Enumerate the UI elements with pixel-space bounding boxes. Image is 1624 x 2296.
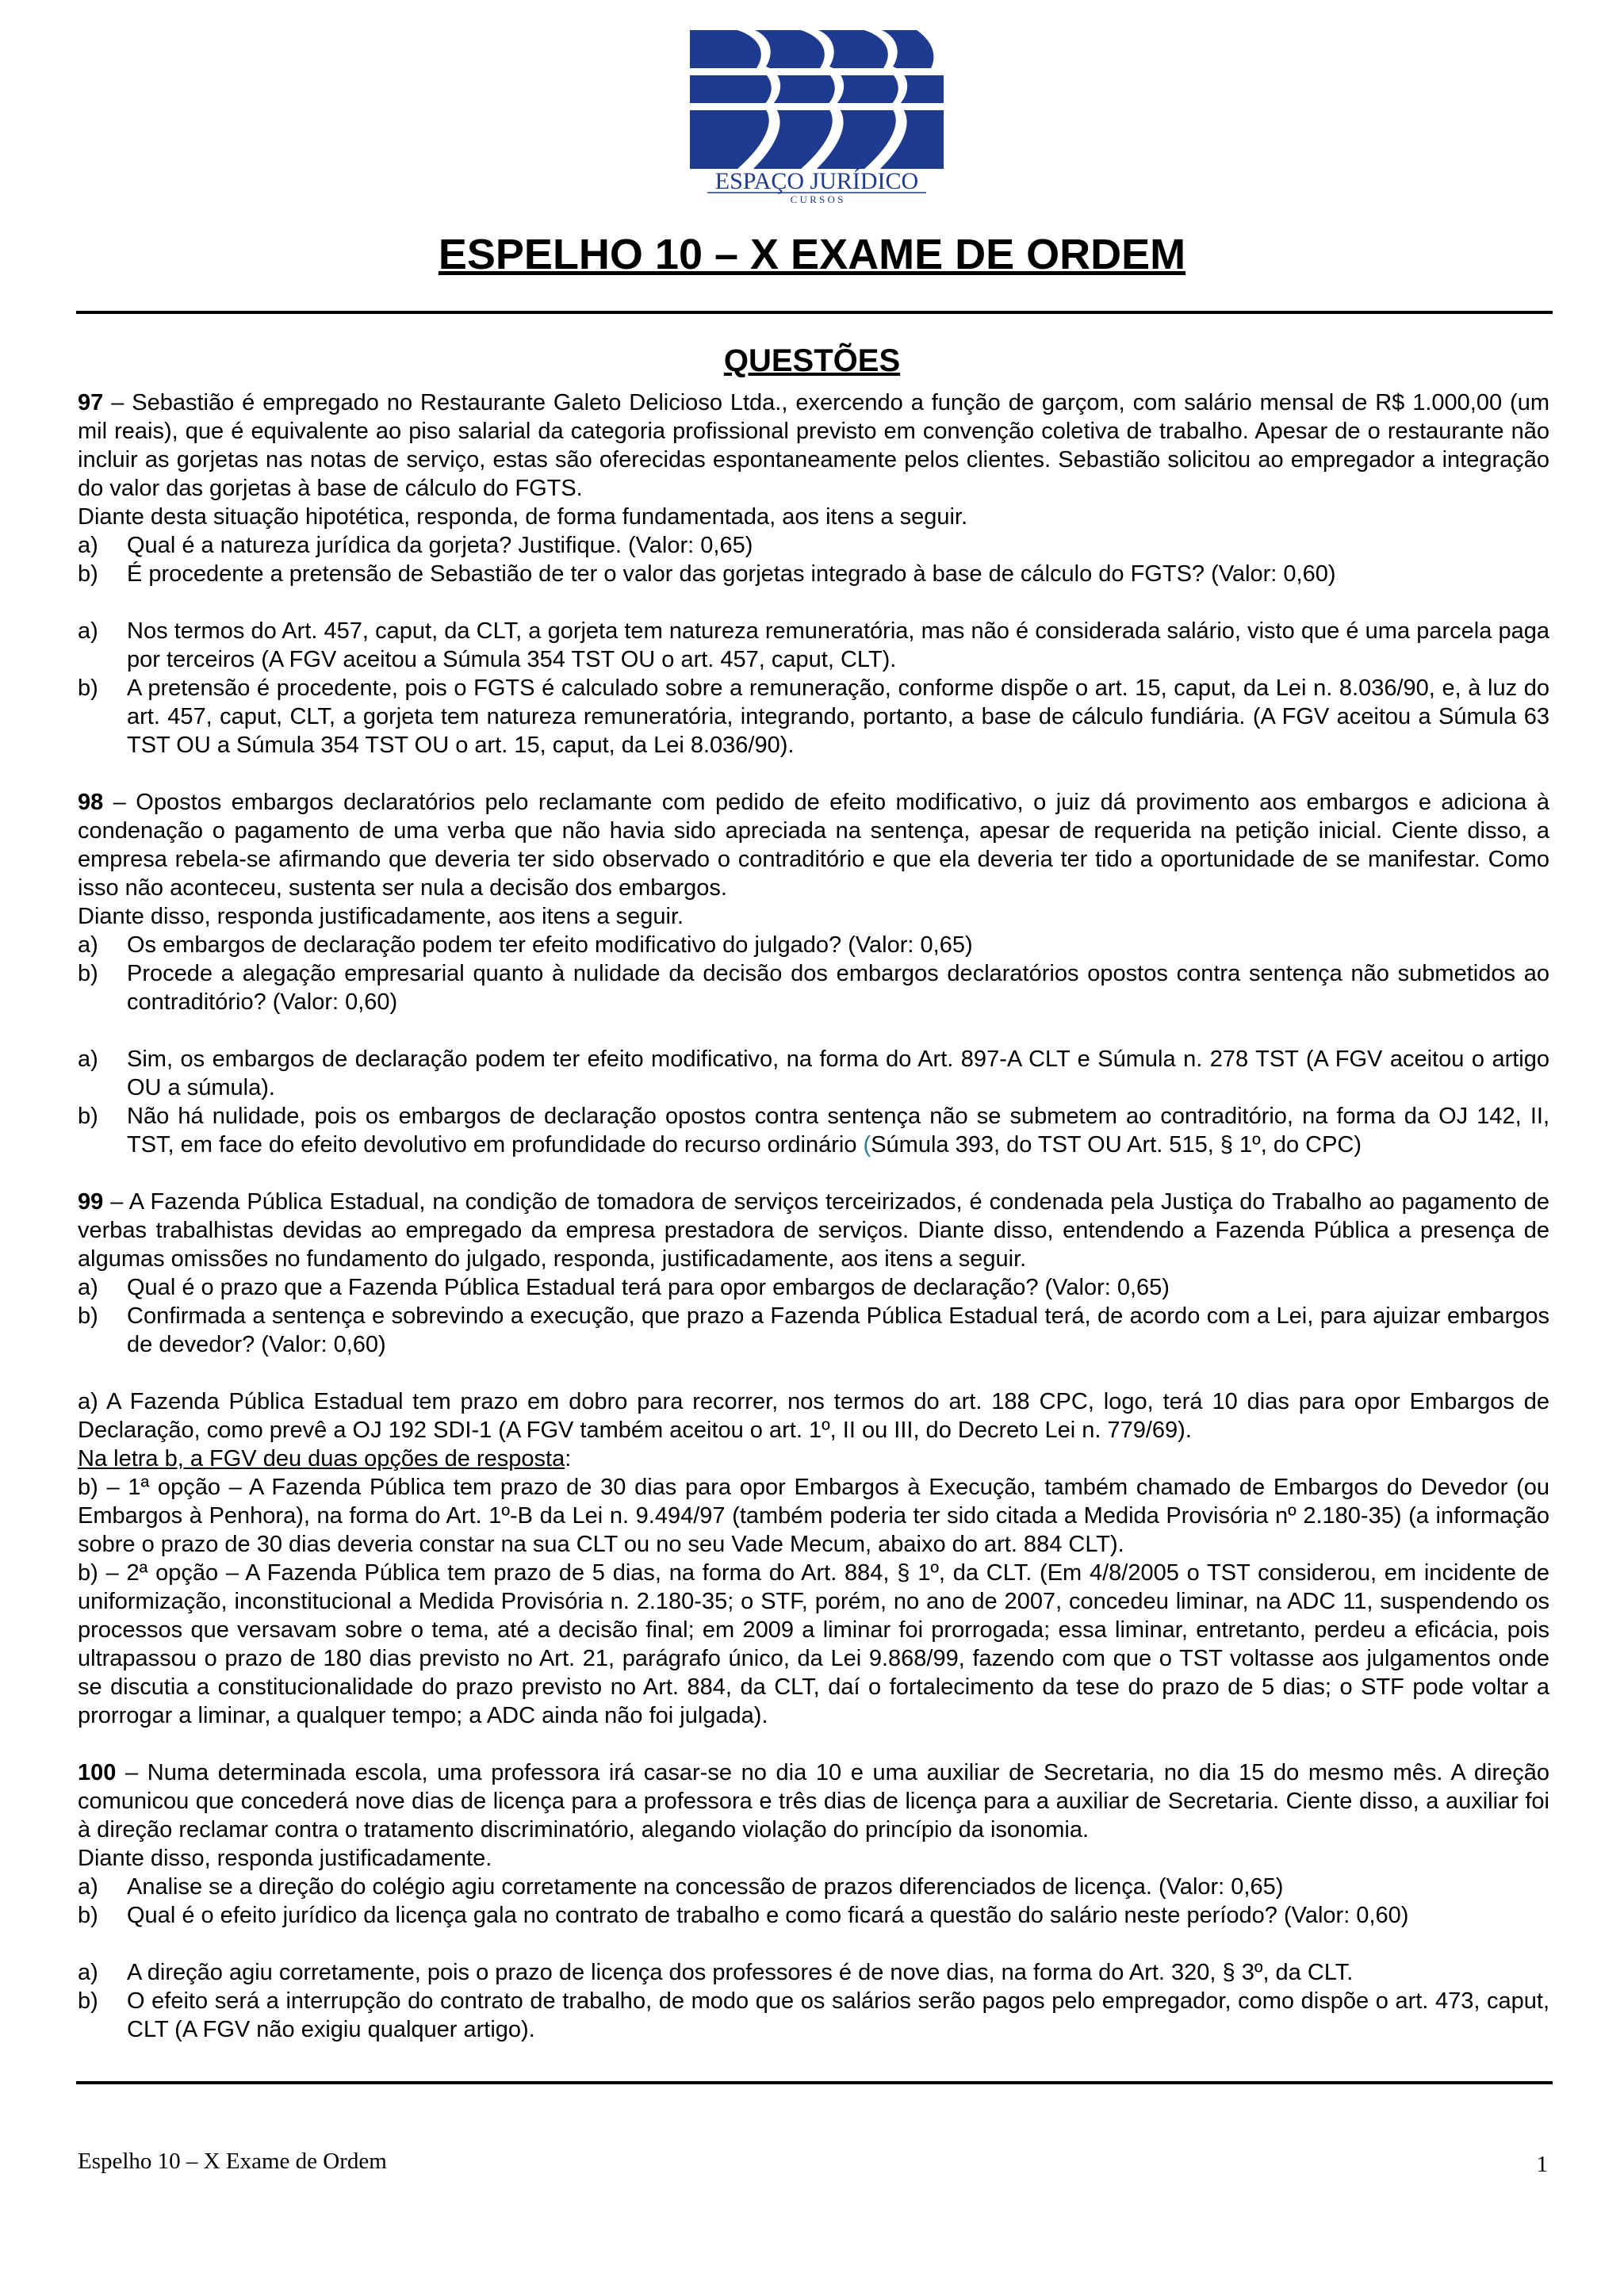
- question-99-intro: 99 – A Fazenda Pública Estadual, na condição de tomadora de serviços terceirizados, é condenada pela Justiça do Trabalho ao pagamento de verbas trabalhistas devidas ao empregado da empresa prestadora de serviços. Diante disso, entendendo a Fazenda Pública a presença de algumas omissões no fundamento do julgado, responda, justificadamente, aos itens a seguir.: [78, 1189, 1549, 1272]
- question-number: 98: [78, 790, 104, 815]
- question-100-item-a: a) Analise se a direção do colégio agiu corretamente na concessão de prazos diferenciados de licença. (Valor: 0,65): [78, 1874, 1284, 1900]
- answer-100-a: a) A direção agiu corretamente, pois o prazo de licença dos professores é de nove dias, na forma do Art. 320, § 3º, da CLT.: [78, 1960, 1354, 1985]
- svg-text:C U R S O S: C U R S O S: [790, 193, 844, 205]
- question-100-prompt: Diante disso, responda justificadamente.: [78, 1846, 492, 1871]
- question-97-intro: 97 – Sebastião é empregado no Restaurante Galeto Delicioso Ltda., exercendo a função de garçom, com salário mensal de R$ 1.000,00 (um mil reais), que é equivalente ao piso salarial da categoria profissional previsto em convenção coletiva de trabalho. Apesar de o restaurante não incluir as gorjetas nas notas de serviço, estas são oferecidas espontaneamente pelos clientes. Sebastião solicitou ao empregador a integração do valor das gorjetas à base de cálculo do FGTS.: [78, 390, 1549, 501]
- answer-99-note: Na letra b, a FGV deu duas opções de resposta:: [78, 1446, 572, 1471]
- top-divider: [76, 311, 1553, 314]
- answer-97-a: a) Nos termos do Art. 457, caput, da CLT, a gorjeta tem natureza remuneratória, mas não é considerada salário, visto que é uma parcela paga por terceiros (A FGV aceitou a Súmula 354 TST OU o art. 457, caput, CLT).: [78, 618, 1549, 672]
- question-97-prompt: Diante desta situação hipotética, responda, de forma fundamentada, aos itens a seguir.: [78, 504, 968, 530]
- question-number: 99: [78, 1189, 104, 1215]
- question-97-item-b: b) É procedente a pretensão de Sebastião de ter o valor das gorjetas integrado à base de cálculo do FGTS? (Valor: 0,60): [78, 561, 1336, 587]
- question-98-item-b: b) Procede a alegação empresarial quanto à nulidade da decisão dos embargos declaratórios opostos contra sentença não submetidos ao contraditório? (Valor: 0,60): [78, 961, 1549, 1015]
- question-100-intro: 100 – Numa determinada escola, uma professora irá casar-se no dia 10 e uma auxiliar de Secretaria, no dia 15 do mesmo mês. A direção comunicou que concederá nove dias de licença para a professora e três dias de licença para a auxiliar de Secretaria. Ciente disso, a auxiliar foi à direção reclamar contra o tratamento discriminatório, alegando violação do princípio da isonomia.: [78, 1760, 1549, 1843]
- question-100-item-b: b) Qual é o efeito jurídico da licença gala no contrato de trabalho e como ficará a questão do salário neste período? (Valor: 0,60): [78, 1903, 1409, 1928]
- answer-97-b: b) A pretensão é procedente, pois o FGTS é calculado sobre a remuneração, conforme dispõe o art. 15, caput, da Lei n. 8.036/90, e, à luz do art. 457, caput, CLT, a gorjeta tem natureza remuneratória, integrando, portanto, a base de cálculo fundiária. (A FGV aceitou a Súmula 63 TST OU a Súmula 354 TST OU o art. 15, caput, da Lei 8.036/90).: [78, 675, 1549, 758]
- question-98-item-a: a) Os embargos de declaração podem ter efeito modificativo do julgado? (Valor: 0,65): [78, 932, 973, 958]
- svg-text:ESPAÇO JURÍDICO: ESPAÇO JURÍDICO: [714, 168, 919, 194]
- answer-98-a: a) Sim, os embargos de declaração podem ter efeito modificativo, na forma do Art. 897-A CLT e Súmula n. 278 TST (A FGV aceitou o artigo OU a súmula).: [78, 1047, 1549, 1100]
- question-98-prompt: Diante disso, responda justificadamente, aos itens a seguir.: [78, 904, 684, 929]
- espaco-juridico-logo: [690, 30, 944, 205]
- section-heading: QUESTÕES: [723, 343, 901, 378]
- answer-99-a: a) A Fazenda Pública Estadual tem prazo em dobro para recorrer, nos termos do art. 188 CPC, logo, terá 10 dias para opor Embargos de Declaração, como prevê a OJ 192 SDI-1 (A FGV também aceitou o art. 1º, II ou III, do Decreto Lei n. 779/69).: [78, 1389, 1549, 1443]
- logo-emblem-icon: [690, 30, 944, 205]
- answer-99-b-option-1: b) – 1ª opção – A Fazenda Pública tem prazo de 30 dias para opor Embargos à Execução, também chamado de Embargos do Devedor (ou Embargos à Penhora), na forma do Art. 1º-B da Lei n. 9.494/97 (também poderia ter sido citada a Medida Provisória nº 2.180-35) (a informação sobre o prazo de 30 dias deveria constar na sua CLT ou no seu Vade Mecum, abaixo do art. 884 CLT).: [78, 1475, 1549, 1557]
- answer-98-b: b) Não há nulidade, pois os embargos de declaração opostos contra sentença não se submetem ao contraditório, na forma da OJ 142, II, TST, em face do efeito devolutivo em profundidade do recurso ordinário (Súmula 393, do TST OU Art. 515, § 1º, do CPC): [78, 1104, 1549, 1158]
- answer-100-b: b) O efeito será a interrupção do contrato de trabalho, de modo que os salários serão pagos pelo empregador, como dispõe o art. 473, caput, CLT (A FGV não exigiu qualquer artigo).: [78, 1988, 1549, 2042]
- bottom-divider: [76, 2081, 1553, 2084]
- footer-title: Espelho 10 – X Exame de Ordem: [78, 2149, 387, 2174]
- question-99-item-b: b) Confirmada a sentença e sobrevindo a execução, que prazo a Fazenda Pública Estadual terá, de acordo com a Lei, para ajuizar embargos de devedor? (Valor: 0,60): [78, 1303, 1549, 1357]
- questions-content: [78, 388, 1549, 2044]
- answer-99-b-option-2: b) – 2ª opção – A Fazenda Pública tem prazo de 5 dias, na forma do Art. 884, § 1º, da CLT. (Em 4/8/2005 o TST considerou, em incidente de uniformização, inconstitucional a Medida Provisória n. 2.180-35; o STF, porém, no ano de 2007, concedeu liminar, na ADC 11, suspendendo os processos que versavam sobre o tema, até a decisão final; em 2009 a liminar foi prorrogada; essa liminar, entretanto, perdeu a eficácia, pois ultrapassou o prazo de 180 dias previsto no Art. 21, parágrafo único, da Lei 9.868/99, fazendo com que o TST voltasse aos julgamentos onde se discutia a constitucionalidade do prazo previsto no Art. 884, da CLT, daí o fortalecimento da tese do prazo de 5 dias; o STF pode voltar a prorrogar a liminar, a qualquer tempo; a ADC ainda não foi julgada).: [78, 1560, 1549, 1728]
- question-98-intro: 98 – Opostos embargos declaratórios pelo reclamante com pedido de efeito modificativo, o juiz dá provimento aos embargos e adiciona à condenação o pagamento de uma verba que não havia sido apreciada na sentença, apesar de requerida na petição inicial. Ciente disso, a empresa rebela-se afirmando que deveria ter sido observado o contraditório e que ela deveria ter tido a oportunidade de se manifestar. Como isso não aconteceu, sustenta ser nula a decisão dos embargos.: [78, 790, 1549, 901]
- page-title: ESPELHO 10 – X EXAME DE ORDEM: [438, 231, 1186, 278]
- question-number: 97: [78, 390, 104, 415]
- page-number: 1: [1536, 2152, 1548, 2177]
- question-97-item-a: a) Qual é a natureza jurídica da gorjeta? Justifique. (Valor: 0,65): [78, 533, 753, 558]
- question-number: 100: [78, 1760, 117, 1785]
- question-99-item-a: a) Qual é o prazo que a Fazenda Pública Estadual terá para opor embargos de declaração? (Valor: 0,65): [78, 1275, 1170, 1300]
